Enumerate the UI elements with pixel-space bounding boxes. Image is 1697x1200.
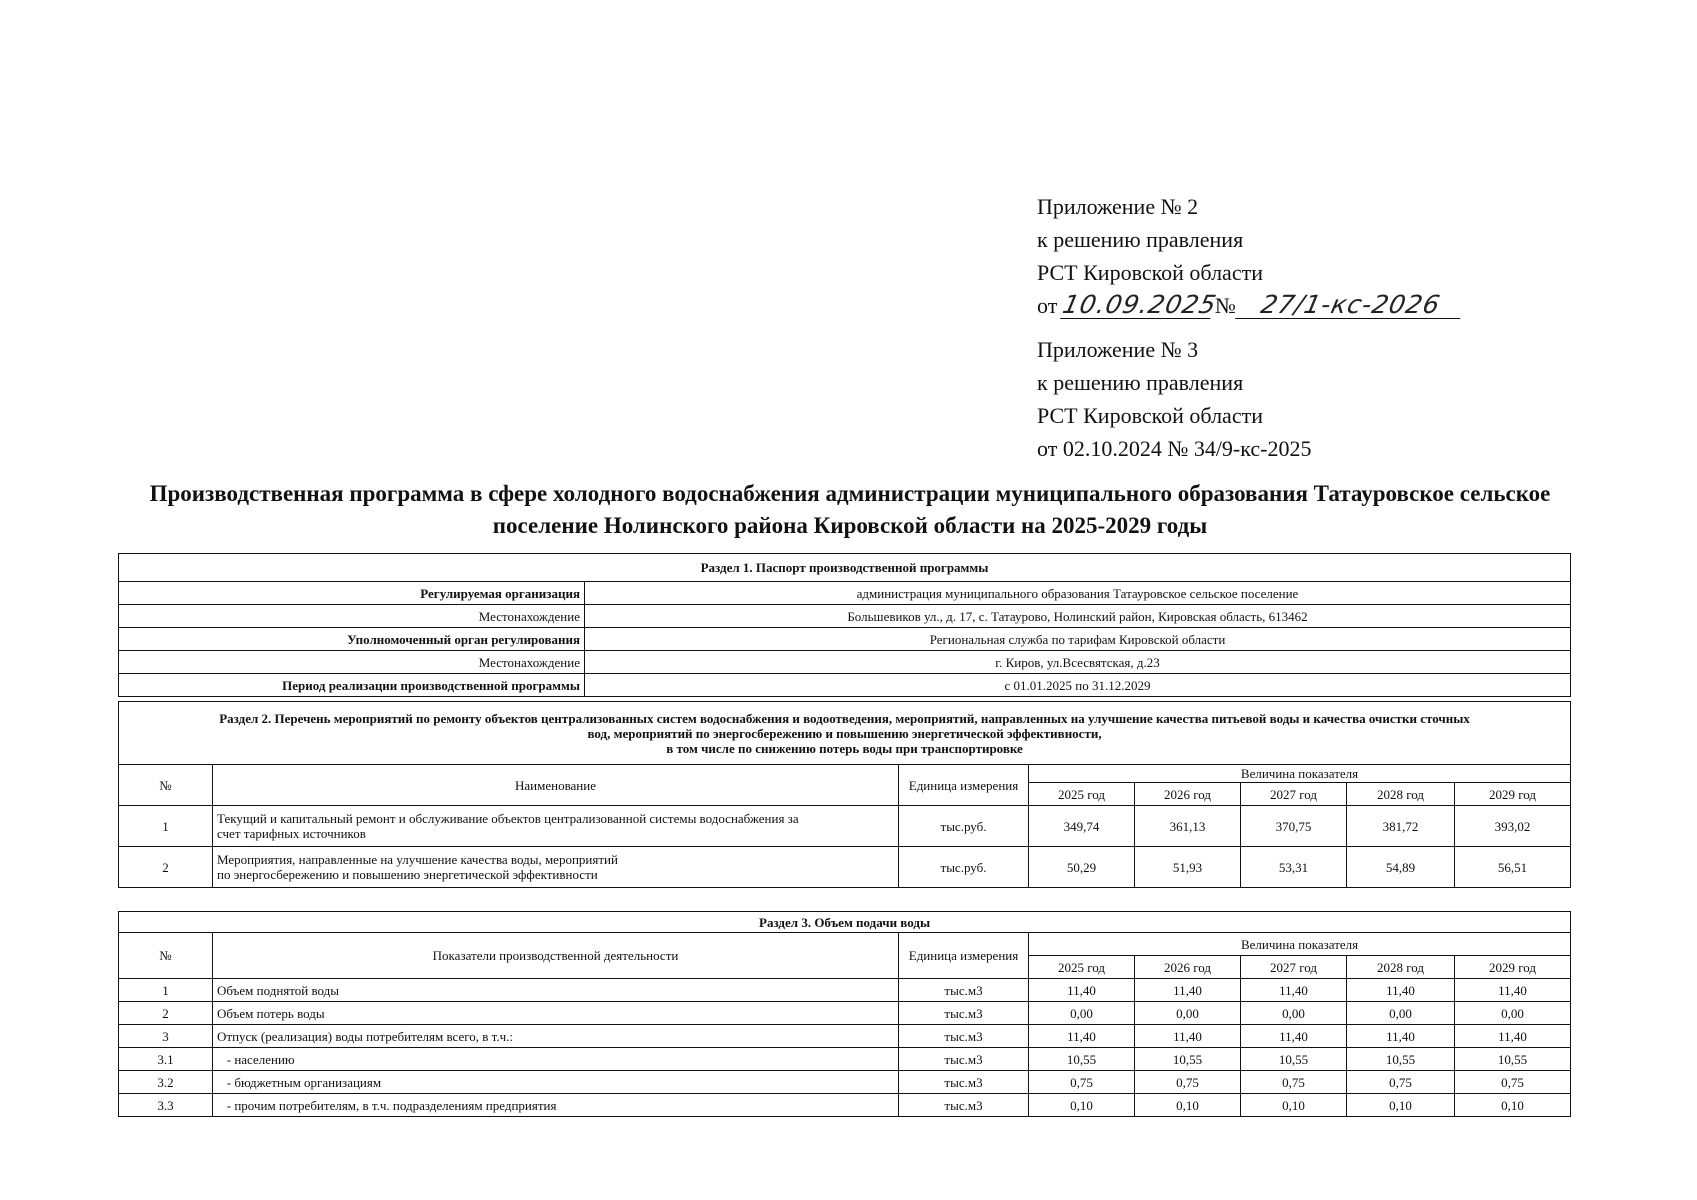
- passport-value: администрация муниципального образования Татауровское сельское поселение: [585, 582, 1571, 605]
- row-value: 11,40: [1135, 1025, 1241, 1048]
- appendix-2-prefix: от: [1037, 293, 1058, 318]
- row-value: 51,93: [1135, 847, 1241, 888]
- row-value: 10,55: [1029, 1048, 1135, 1071]
- table-row: [119, 1048, 1571, 1071]
- row-value: 10,55: [1455, 1048, 1571, 1071]
- column-header-value: Величина показателя: [1029, 933, 1571, 956]
- row-value: 381,72: [1347, 806, 1455, 847]
- appendix-3-line2: к решению правления: [1037, 370, 1244, 395]
- row-name: - бюджетным организациям: [213, 1071, 899, 1094]
- row-name-line1: Мероприятия, направленные на улучшение качества воды, мероприятий: [217, 852, 618, 867]
- column-header-year: 2028 год: [1347, 956, 1455, 979]
- row-unit: тыс.м3: [899, 1071, 1029, 1094]
- row-value: 11,40: [1029, 979, 1135, 1002]
- passport-value: с 01.01.2025 по 31.12.2029: [585, 674, 1571, 697]
- row-value: 11,40: [1455, 1025, 1571, 1048]
- passport-value: Большевиков ул., д. 17, с. Татаурово, Нолинский район, Кировская область, 613462: [585, 605, 1571, 628]
- row-value: 11,40: [1029, 1025, 1135, 1048]
- row-value: 10,55: [1135, 1048, 1241, 1071]
- row-name: - прочим потребителям, в т.ч. подразделениям предприятия: [213, 1094, 899, 1117]
- section-1-passport-table: [118, 553, 1571, 697]
- column-header-year: 2027 год: [1241, 956, 1347, 979]
- row-value: 393,02: [1455, 806, 1571, 847]
- passport-value: Региональная служба по тарифам Кировской области: [585, 628, 1571, 651]
- row-value: 370,75: [1241, 806, 1347, 847]
- row-unit: тыс.м3: [899, 1048, 1029, 1071]
- table-row: [119, 651, 1571, 674]
- row-number: 2: [119, 1002, 213, 1025]
- row-value: 0,00: [1241, 1002, 1347, 1025]
- handwritten-number: 27/1-кс-2026: [1235, 292, 1466, 319]
- table-row: [119, 1025, 1571, 1048]
- passport-value: г. Киров, ул.Всесвятская, д.23: [585, 651, 1571, 674]
- row-number: 3.1: [119, 1048, 213, 1071]
- column-header-year: 2028 год: [1347, 783, 1455, 806]
- section-2-header-line2: вод, мероприятий по энергосбережению и повышению энергетической эффективности,: [587, 725, 1102, 741]
- row-name: - населению: [213, 1048, 899, 1071]
- row-value: 0,10: [1455, 1094, 1571, 1117]
- row-number: 1: [119, 806, 213, 847]
- row-unit: тыс.м3: [899, 1002, 1029, 1025]
- row-name: Отпуск (реализация) воды потребителям всего, в т.ч.:: [213, 1025, 899, 1048]
- column-header-name: Показатели производственной деятельности: [213, 933, 899, 979]
- row-value: 0,00: [1029, 1002, 1135, 1025]
- column-header-year: 2029 год: [1455, 956, 1571, 979]
- row-unit: тыс.м3: [899, 979, 1029, 1002]
- column-header-value: Величина показателя: [1029, 765, 1571, 783]
- section-3-water-supply-table: [118, 911, 1571, 1117]
- row-value: 349,74: [1029, 806, 1135, 847]
- section-3-header: Раздел 3. Объем подачи воды: [119, 912, 1571, 933]
- table-row: [119, 674, 1571, 697]
- appendix-2-line3: РСТ Кировской области: [1037, 260, 1263, 285]
- row-value: 53,31: [1241, 847, 1347, 888]
- row-value: 0,00: [1135, 1002, 1241, 1025]
- row-value: 0,10: [1241, 1094, 1347, 1117]
- row-value: 361,13: [1135, 806, 1241, 847]
- row-number: 1: [119, 979, 213, 1002]
- row-name: Объем потерь воды: [213, 1002, 899, 1025]
- row-value: 10,55: [1241, 1048, 1347, 1071]
- row-value: 0,75: [1135, 1071, 1241, 1094]
- row-value: 56,51: [1455, 847, 1571, 888]
- table-row: [119, 582, 1571, 605]
- handwritten-date: 10.09.2025: [1059, 290, 1220, 319]
- row-number: 3.2: [119, 1071, 213, 1094]
- document-title: [100, 478, 1600, 542]
- row-value: 0,75: [1029, 1071, 1135, 1094]
- row-unit: тыс.руб.: [899, 847, 1029, 888]
- row-number: 3.3: [119, 1094, 213, 1117]
- row-value: 11,40: [1241, 1025, 1347, 1048]
- table-row: [119, 806, 1571, 847]
- row-value: 11,40: [1347, 1025, 1455, 1048]
- appendix-2-block: [1037, 190, 1463, 322]
- row-value: 0,00: [1455, 1002, 1571, 1025]
- passport-label: Уполномоченный орган регулирования: [119, 628, 585, 651]
- column-header-no: №: [119, 765, 213, 806]
- row-value: 11,40: [1241, 979, 1347, 1002]
- column-header-year: 2025 год: [1029, 783, 1135, 806]
- column-header-year: 2025 год: [1029, 956, 1135, 979]
- column-header-year: 2029 год: [1455, 783, 1571, 806]
- row-value: 0,75: [1347, 1071, 1455, 1094]
- appendix-3-line1: Приложение № 3: [1037, 337, 1199, 362]
- row-value: 0,10: [1347, 1094, 1455, 1117]
- document-title-line2: поселение Нолинского района Кировской области на 2025-2029 годы: [492, 513, 1208, 538]
- row-value: 11,40: [1455, 979, 1571, 1002]
- column-header-year: 2026 год: [1135, 783, 1241, 806]
- row-name: [213, 806, 899, 847]
- row-value: 0,00: [1347, 1002, 1455, 1025]
- table-row: [119, 1071, 1571, 1094]
- passport-label: Местонахождение: [119, 605, 585, 628]
- column-header-unit: Единица измерения: [899, 933, 1029, 979]
- section-2-header: [119, 702, 1571, 765]
- column-header-year: 2027 год: [1241, 783, 1347, 806]
- appendix-3-line4: от 02.10.2024 № 34/9-кс-2025: [1037, 436, 1312, 461]
- table-row: [119, 979, 1571, 1002]
- passport-label: Период реализации производственной программы: [119, 674, 585, 697]
- row-name-line1: Текущий и капитальный ремонт и обслуживание объектов централизованной системы водоснабжения за: [217, 811, 799, 826]
- row-value: 10,55: [1347, 1048, 1455, 1071]
- row-unit: тыс.руб.: [899, 806, 1029, 847]
- row-name-line2: счет тарифных источников: [217, 826, 366, 841]
- appendix-2-line2: к решению правления: [1037, 227, 1244, 252]
- row-value: 0,75: [1455, 1071, 1571, 1094]
- row-number: 2: [119, 847, 213, 888]
- row-value: 54,89: [1347, 847, 1455, 888]
- section-2-header-line1: Раздел 2. Перечень мероприятий по ремонту объектов централизованных систем водоснабжения и водоотведения, мероприятий, направленных на улучшение качества питьевой воды и качества очистки сточных: [219, 710, 1470, 726]
- row-value: 0,75: [1241, 1071, 1347, 1094]
- table-row: [119, 1002, 1571, 1025]
- row-value: 50,29: [1029, 847, 1135, 888]
- column-header-name: Наименование: [213, 765, 899, 806]
- passport-label: Местонахождение: [119, 651, 585, 674]
- document-title-line1: Производственная программа в сфере холодного водоснабжения администрации муниципального образования Татауровское сельское: [149, 481, 1551, 506]
- row-value: 11,40: [1135, 979, 1241, 1002]
- table-row: [119, 847, 1571, 888]
- section-1-header: Раздел 1. Паспорт производственной программы: [119, 554, 1571, 582]
- row-value: 0,10: [1029, 1094, 1135, 1117]
- table-row: [119, 628, 1571, 651]
- row-value: 0,10: [1135, 1094, 1241, 1117]
- row-unit: тыс.м3: [899, 1025, 1029, 1048]
- column-header-unit: Единица измерения: [899, 765, 1029, 806]
- row-unit: тыс.м3: [899, 1094, 1029, 1117]
- row-name-line2: по энергосбережению и повышению энергетической эффективности: [217, 867, 598, 882]
- appendix-3-block: [1037, 333, 1311, 465]
- table-row: [119, 1094, 1571, 1117]
- section-2-measures-table: [118, 701, 1571, 888]
- row-name: Объем поднятой воды: [213, 979, 899, 1002]
- number-sign: №: [1214, 293, 1236, 318]
- row-number: 3: [119, 1025, 213, 1048]
- appendix-2-line1: Приложение № 2: [1037, 194, 1199, 219]
- column-header-no: №: [119, 933, 213, 979]
- appendix-2-decision-line: [1037, 289, 1463, 322]
- appendix-3-line3: РСТ Кировской области: [1037, 403, 1263, 428]
- passport-label: Регулируемая организация: [119, 582, 585, 605]
- table-row: [119, 605, 1571, 628]
- row-name: [213, 847, 899, 888]
- row-value: 11,40: [1347, 979, 1455, 1002]
- column-header-year: 2026 год: [1135, 956, 1241, 979]
- section-2-header-line3: в том числе по снижению потерь воды при транспортировке: [666, 740, 1023, 756]
